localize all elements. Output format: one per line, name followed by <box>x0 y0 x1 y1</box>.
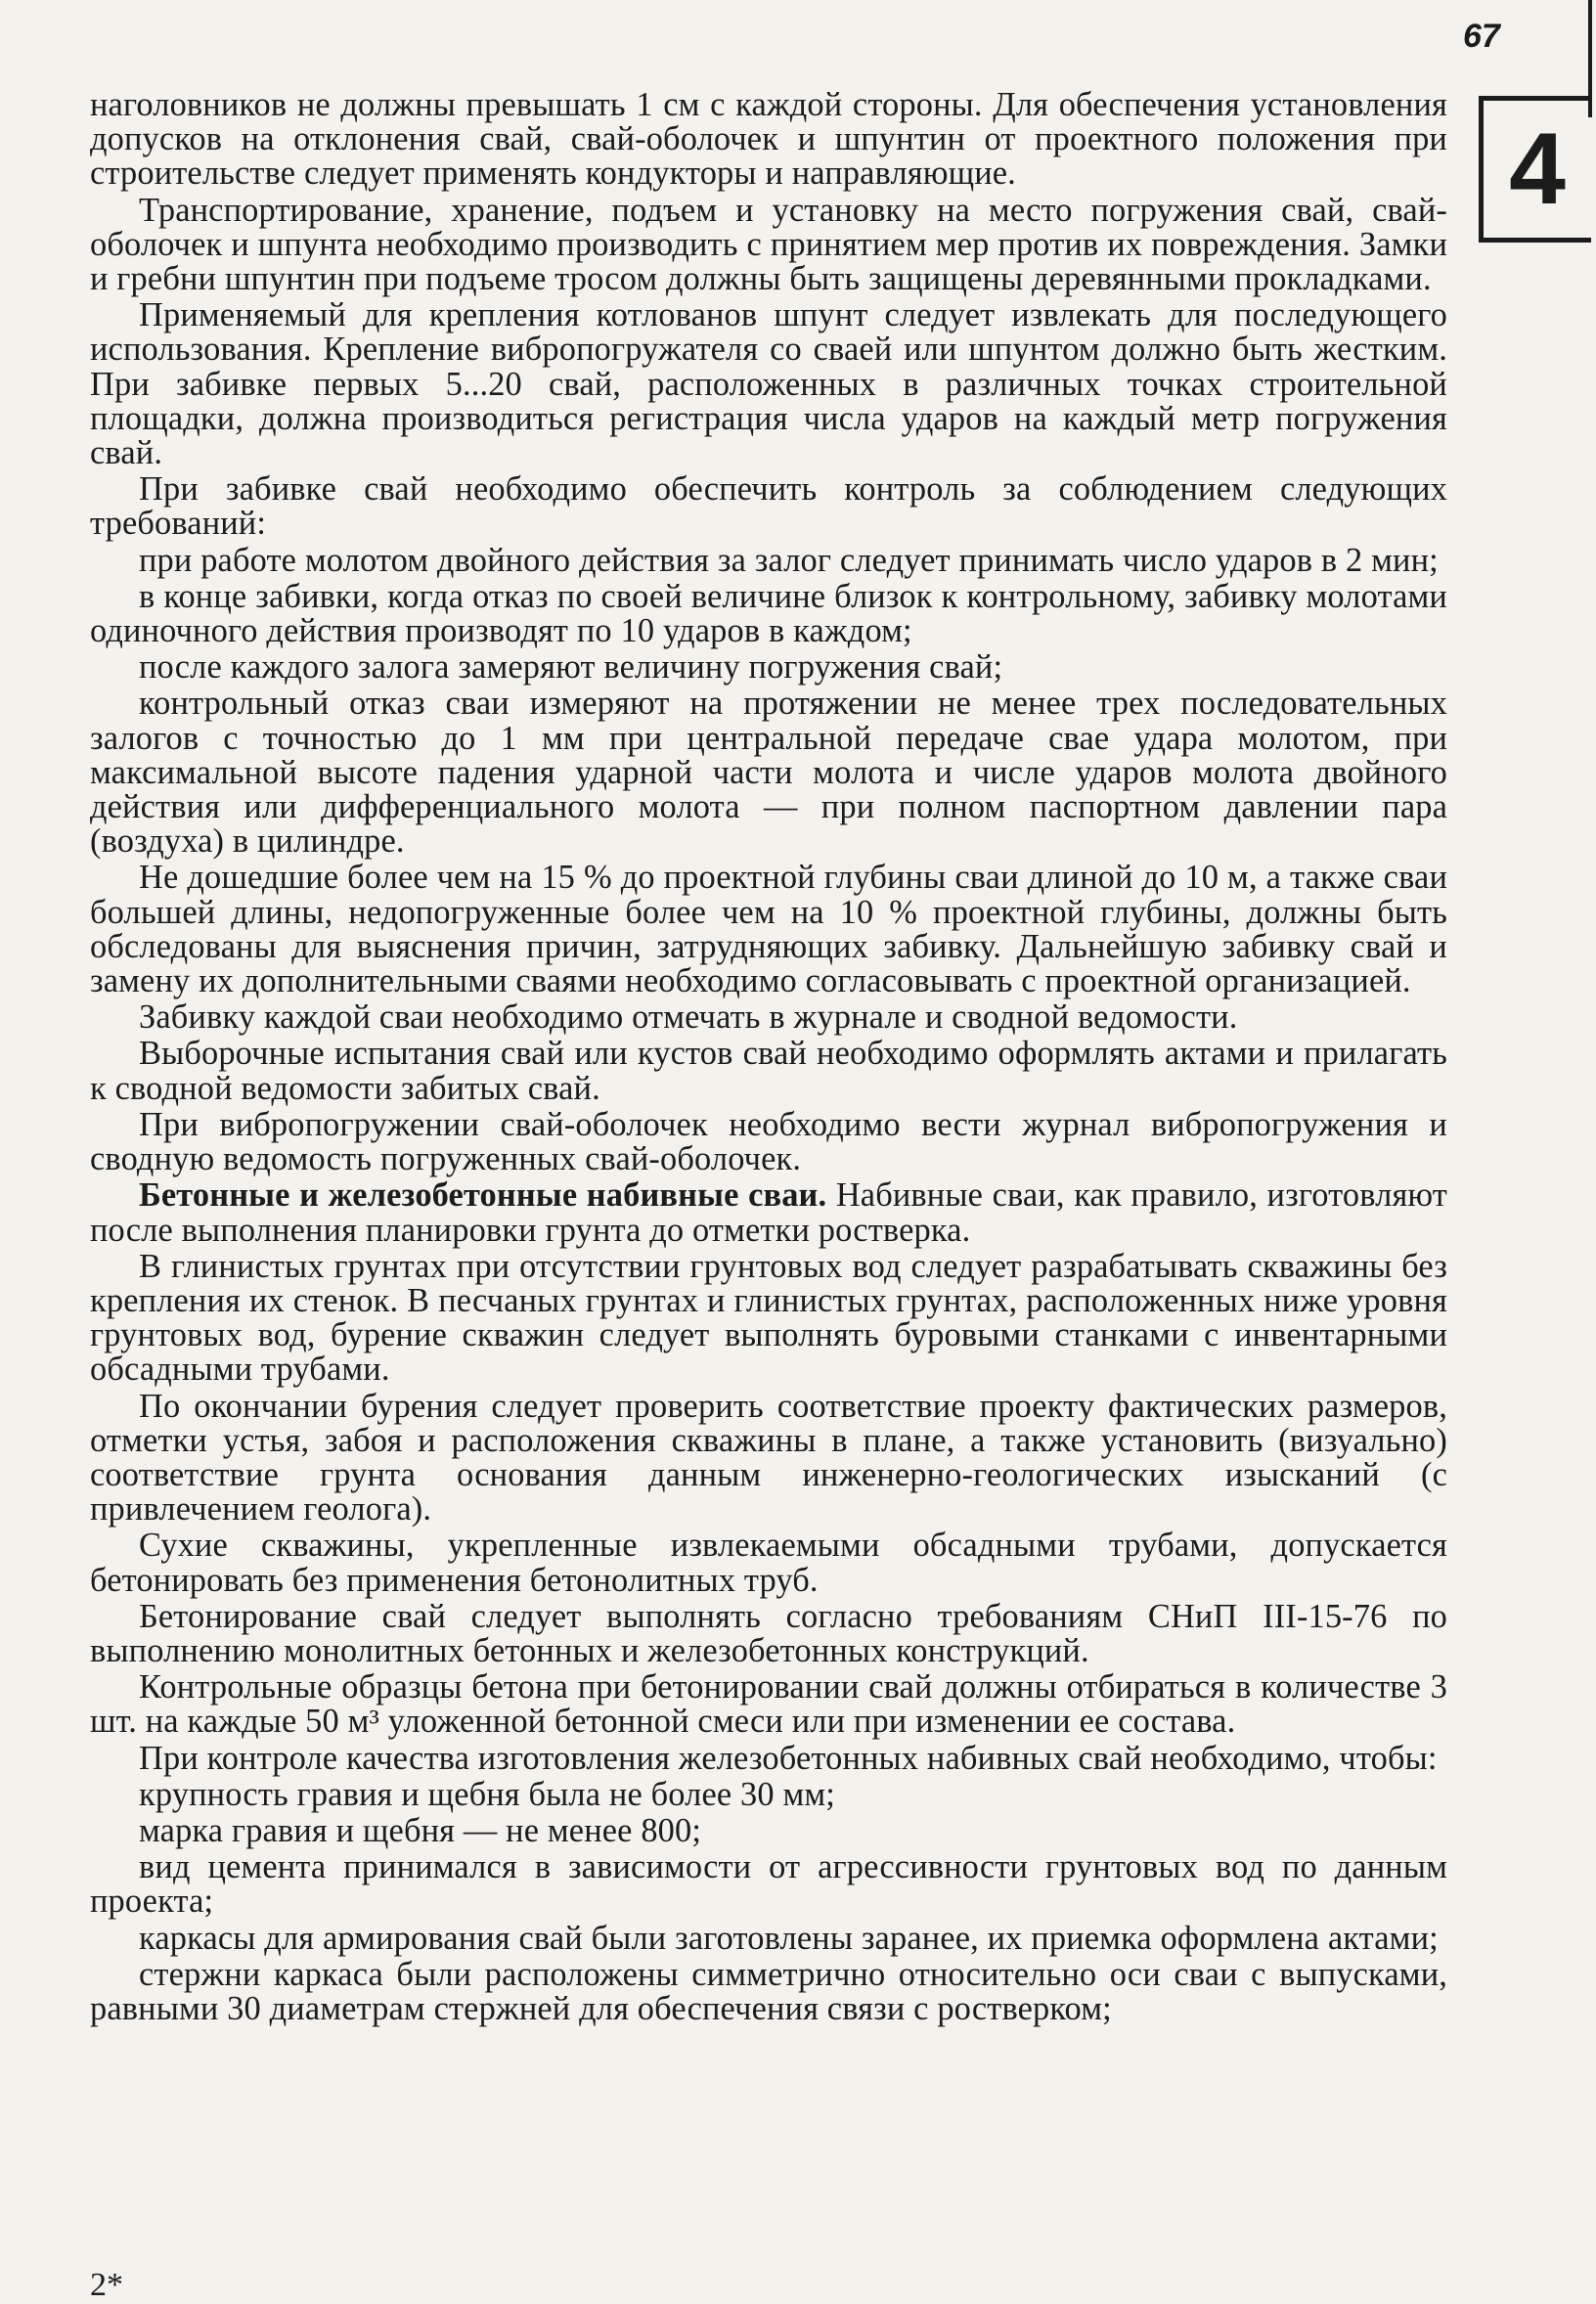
paragraph: Выборочные испытания свай или кустов свай необходимо оформлять актами и прилагать к сводной ведомости забитых свай. <box>90 1035 1447 1107</box>
list-item: крупность гравия и щебня была не более 30 мм; <box>139 1775 836 1813</box>
section-paragraph <box>90 1178 1447 1247</box>
signature-mark: 2* <box>90 2267 123 2303</box>
paragraph: По окончании бурения следует проверить соответствие проекту фактических размеров, отметки устья, забоя и расположения скважины в плане, а также установить (визуально) соответствие грунта основания данным инженерно-геологических изысканий (с привлечением геолога). <box>90 1387 1447 1529</box>
list-item: контрольный отказ сваи измеряют на протяжении не менее трех последовательных залогов с точностью до 1 мм при центральной передаче свае удара молотом, при максимальной высоте падения ударной части молота и числе ударов молота двойного действия или дифференциального молота — при полном паспортном давлении пара (воздуха) в цилиндре. <box>90 685 1447 861</box>
body-text <box>90 88 1447 2028</box>
page-number: 67 <box>1463 18 1500 55</box>
section-heading: Бетонные и железобетонные набивные сваи. <box>139 1176 827 1215</box>
paragraph: При вибропогружении свай-оболочек необходимо вести журнал вибропогружения и сводную ведомость погруженных свай-оболочек. <box>90 1105 1447 1178</box>
paragraph: Не дошедшие более чем на 15 % до проектной глубины сваи длиной до 10 м, а также сваи большей длины, недопогруженные более чем на 10 % проектной глубины, должны быть обследованы для выяснения причин, затрудняющих забивку. Дальнейшую забивку свай и замену их дополнительными сваями необходимо согласовывать с проектной организацией. <box>90 859 1447 1000</box>
paragraph: Забивку каждой сваи необходимо отмечать в журнале и сводной ведомости. <box>139 998 1238 1037</box>
list-item: вид цемента принимался в зависимости от агрессивности грунтовых вод по данным проекта; <box>90 1848 1447 1921</box>
list-item: стержни каркаса были расположены симметрично относительно оси сваи с выпусками, равными 30 диаметрам стержней для обеспечения связи с ростверком; <box>90 1955 1447 2027</box>
chapter-tab: 4 <box>1479 96 1591 243</box>
list-item: после каждого залога замеряют величину погружения свай; <box>139 648 1003 687</box>
section-intro: Набивные сваи, как правило, изготовляют после выполнения планировки грунта до отметки ростверка. <box>90 1176 1447 1249</box>
paragraph: Транспортирование, хранение, подъем и установку на место погружения свай, свай-оболочек и шпунта необходимо производить с принятием мер против их повреждения. Замки и гребни шпунтин при подъеме тросом должны быть защищены деревянными прокладками. <box>90 191 1447 298</box>
paragraph: Сухие скважины, укрепленные извлекаемыми обсадными трубами, допускается бетонировать без применения бетонолитных труб. <box>90 1527 1447 1599</box>
paragraph: Бетонирование свай следует выполнять согласно требованиям СНиП III-15-76 по выполнению монолитных бетонных и железобетонных конструкций. <box>90 1597 1447 1669</box>
paragraph: наголовников не должны превышать 1 см с каждой стороны. Для обеспечения установления допусков на отклонения свай, свай-оболочек и шпунтин от проектного положения при строительстве следует применять кондукторы и направляющие. <box>90 86 1447 193</box>
list-item: при работе молотом двойного действия за залог следует принимать число ударов в 2 мин; <box>139 541 1439 579</box>
paragraph: Применяемый для крепления котлованов шпунт следует извлекать для последующего использования. Крепление вибропогружателя со сваей или шпунтом должно быть жестким. При забивке первых 5...20 свай, расположенных в различных точках строительной площадки, должна производиться регистрация числа ударов на каждый метр погружения свай. <box>90 296 1447 472</box>
paragraph: В глинистых грунтах при отсутствии грунтовых вод следует разрабатывать скважины без крепления их стенок. В песчаных грунтах и глинистых грунтах, расположенных ниже уровня грунтовых вод, бурение скважин следует выполнять буровыми станками с инвентарными обсадными трубами. <box>90 1247 1447 1389</box>
paragraph: При забивке свай необходимо обеспечить контроль за соблюдением следующих требований: <box>90 470 1447 543</box>
paragraph: При контроле качества изготовления железобетонных набивных свай необходимо, чтобы: <box>139 1739 1438 1777</box>
list-item: марка гравия и щебня — не менее 800; <box>139 1811 702 1849</box>
paragraph: Контрольные образцы бетона при бетонировании свай должны отбираться в количестве 3 шт. на каждые 50 м³ уложенной бетонной смеси или при изменении ее состава. <box>90 1668 1447 1741</box>
list-item: каркасы для армирования свай были заготовлены заранее, их приемка оформлена актами; <box>139 1919 1439 1957</box>
list-item: в конце забивки, когда отказ по своей величине близок к контрольному, забивку молотами одиночного действия производят по 10 ударов в каждом; <box>90 577 1447 650</box>
